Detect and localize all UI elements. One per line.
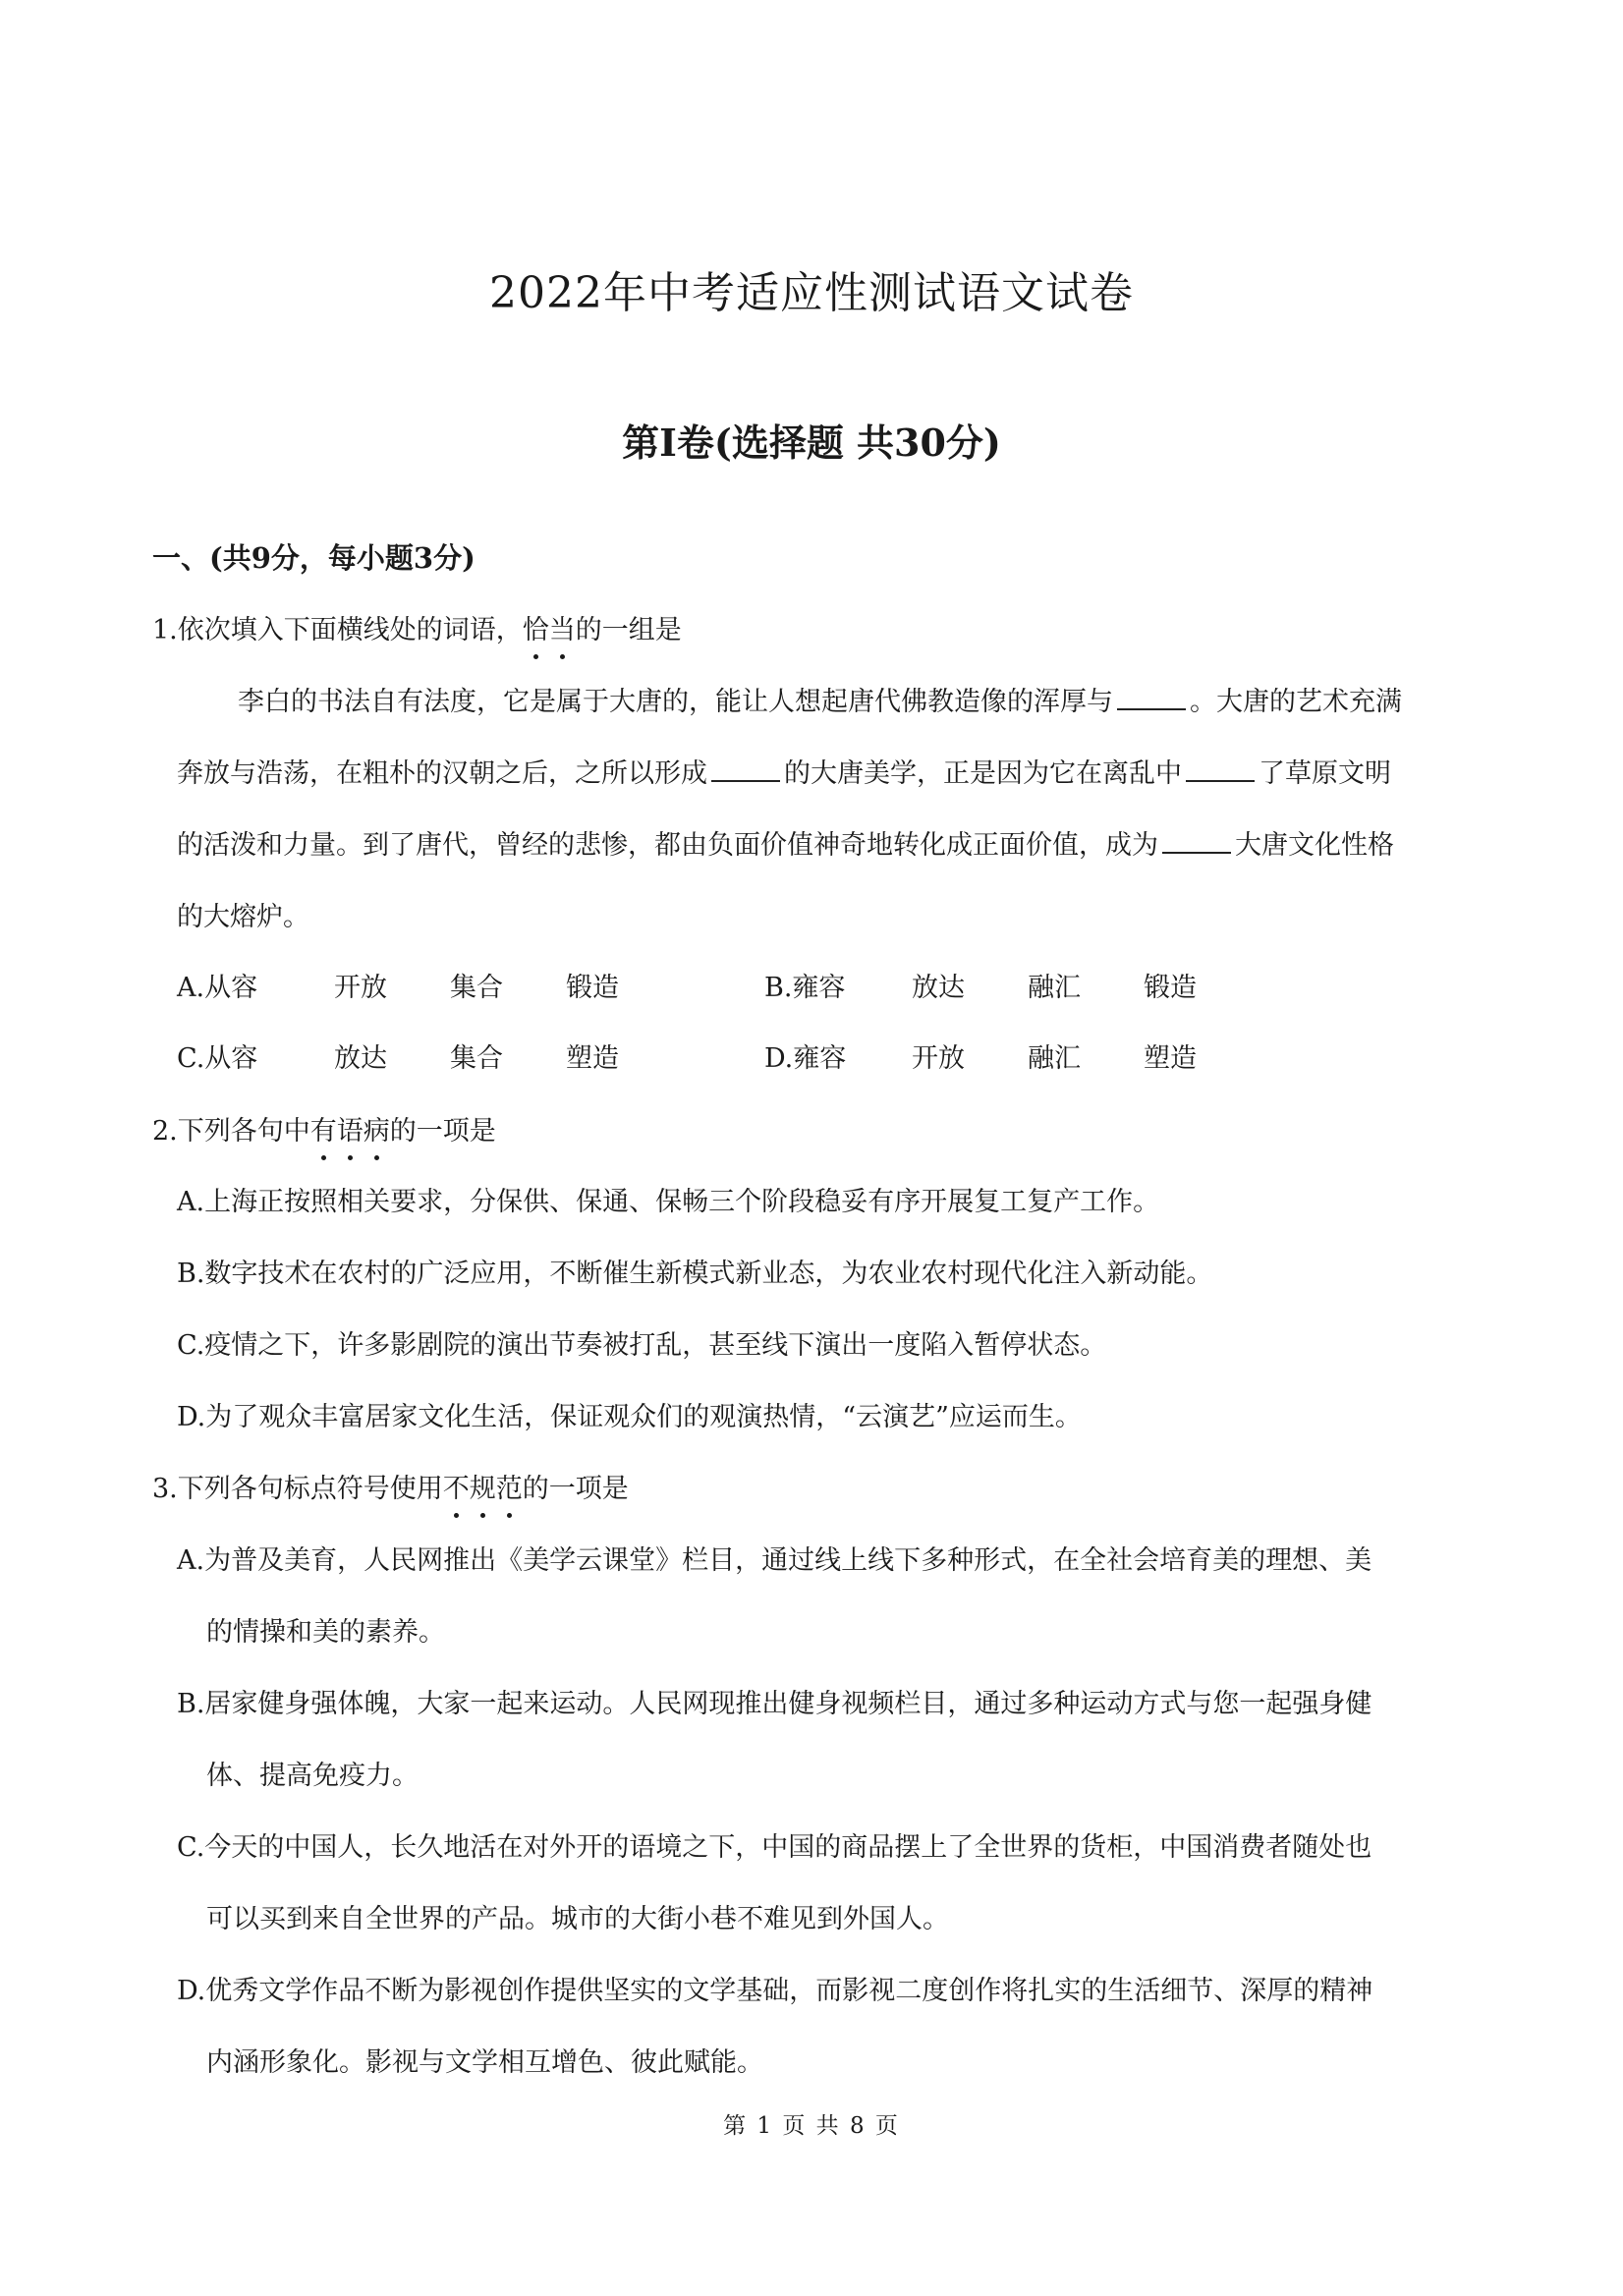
q3-option-a-cont: 的情操和美的素养。 (206, 1617, 445, 1648)
emphasis-char: 规 (470, 1470, 496, 1509)
page-title: 2022年中考适应性测试语文试卷 (489, 268, 1134, 318)
part-subtitle: 第Ⅰ卷(选择题 共30分) (622, 420, 1001, 465)
option-a: A.从容 (177, 973, 258, 1003)
passage-line-3: 的活泼和力量。到了唐代，曾经的悲惨，都由负面价值神奇地转化成正面价值，成为 大唐文化性格 (177, 826, 1394, 866)
fill-blank (1186, 755, 1255, 782)
q3-option-b: B.居家健身强体魄，大家一起来运动。人民网现推出健身视频栏目，通过多种运动方式与您一起强身健 (177, 1689, 1372, 1719)
q2-option-b: B.数字技术在农村的广泛应用，不断催生新模式新业态，为农业农村现代化注入新动能。 (177, 1259, 1213, 1289)
option-d-word: 融汇 (1028, 1043, 1081, 1074)
option-a-word: 锻造 (566, 973, 619, 1003)
emphasis-char: 不 (443, 1470, 470, 1509)
option-b: B.雍容 (764, 973, 846, 1003)
option-d-word: 塑造 (1144, 1043, 1197, 1074)
option-d: D.雍容 (764, 1043, 847, 1074)
question-2-stem: 2.下列各句中有语病的一项是 (152, 1112, 496, 1151)
q3-option-c: C.今天的中国人，长久地活在对外开的语境之下，中国的商品摆上了全世界的货柜，中国消费者随处也 (177, 1832, 1372, 1863)
option-c: C.从容 (177, 1043, 258, 1074)
option-c-word: 放达 (334, 1043, 387, 1074)
option-b-word: 放达 (912, 973, 965, 1003)
emphasis-char: 语 (337, 1112, 364, 1151)
option-b-word: 融汇 (1028, 973, 1081, 1003)
option-b-word: 锻造 (1144, 973, 1197, 1003)
option-a-word: 集合 (450, 973, 503, 1003)
q2-option-c: C.疫情之下，许多影剧院的演出节奏被打乱，甚至线下演出一度陷入暂停状态。 (177, 1330, 1107, 1361)
passage-line-2: 奔放与浩荡，在粗朴的汉朝之后，之所以形成 的大唐美学，正是因为它在离乱中 了草原文明 (177, 755, 1391, 794)
section-heading: 一、(共9分，每小题3分) (152, 541, 476, 575)
emphasis-char: 病 (364, 1112, 390, 1151)
q2-option-a: A.上海正按照相关要求，分保供、保通、保畅三个阶段稳妥有序开展复工复产工作。 (177, 1187, 1160, 1217)
option-a-word: 开放 (334, 973, 387, 1003)
q3-option-b-cont: 体、提高免疫力。 (206, 1761, 419, 1791)
fill-blank (1117, 683, 1186, 710)
q3-option-d-cont: 内涵形象化。影视与文学相互增色、彼此赋能。 (206, 2047, 763, 2078)
emphasis-char: 恰 (523, 611, 549, 650)
question-1-stem: 1.依次填入下面横线处的词语，恰当的一组是 (152, 611, 682, 650)
emphasis-char: 范 (496, 1470, 523, 1509)
fill-blank (1162, 826, 1231, 854)
page-footer: 第 1 页 共 8 页 (723, 2113, 900, 2139)
fill-blank (711, 755, 780, 782)
passage-line-1: 李白的书法自有法度，它是属于大唐的，能让人想起唐代佛教造像的浑厚与 。大唐的艺术充满 (238, 683, 1402, 722)
passage-line-4: 的大熔炉。 (177, 902, 309, 932)
q3-option-d: D.优秀文学作品不断为影视创作提供坚实的文学基础，而影视二度创作将扎实的生活细节、深厚的精神 (177, 1976, 1373, 2006)
option-c-word: 塑造 (566, 1043, 619, 1074)
q3-option-c-cont: 可以买到来自全世界的产品。城市的大街小巷不难见到外国人。 (206, 1904, 949, 1934)
question-3-stem: 3.下列各句标点符号使用不规范的一项是 (152, 1470, 629, 1509)
emphasis-char: 有 (310, 1112, 337, 1151)
option-d-word: 开放 (912, 1043, 965, 1074)
q2-option-d: D.为了观众丰富居家文化生活，保证观众们的观演热情，“云演艺”应运而生。 (177, 1402, 1082, 1432)
emphasis-char: 当 (549, 611, 576, 650)
q3-option-a: A.为普及美育，人民网推出《美学云课堂》栏目，通过线上线下多种形式，在全社会培育美的理想、美 (177, 1545, 1372, 1576)
option-c-word: 集合 (450, 1043, 503, 1074)
